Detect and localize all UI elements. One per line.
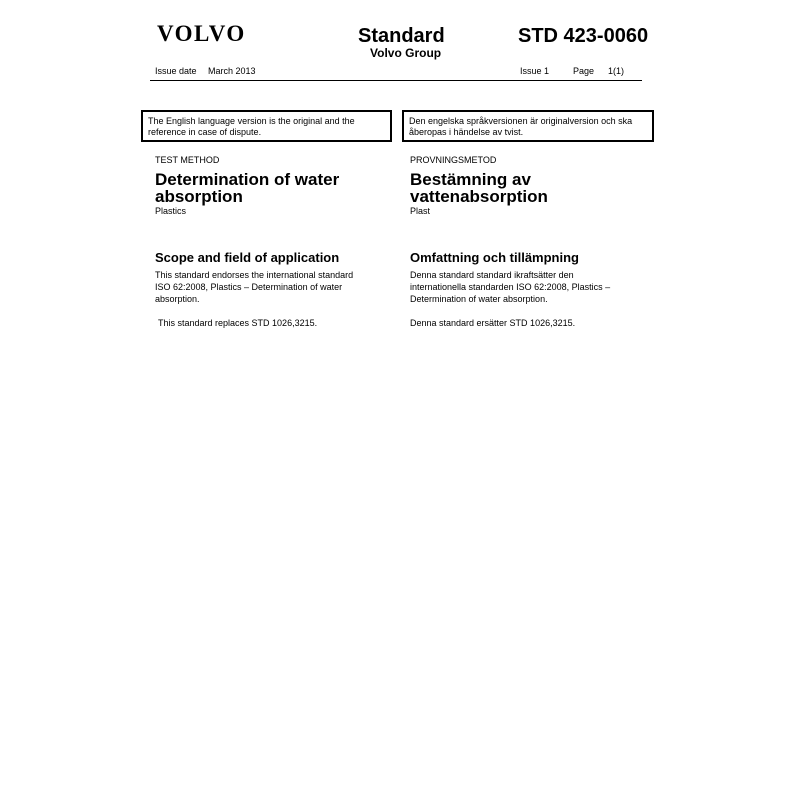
english-title-line2: absorption — [155, 187, 243, 206]
swedish-notice-box — [402, 110, 654, 142]
swedish-scope-line3: Determination of water absorption. — [410, 294, 548, 304]
issue-date-value: March 2013 — [208, 66, 256, 76]
swedish-title-line2: vattenabsorption — [410, 187, 548, 206]
issue-date-label: Issue date — [155, 66, 197, 76]
english-subtitle: Plastics — [155, 206, 187, 216]
swedish-notice-text: Den engelska språkversionen är originalversion och ska åberopas i händelse av tvist. — [409, 116, 633, 137]
swedish-scope-heading: Omfattning och tillämpning — [410, 250, 579, 265]
header-divider — [150, 80, 642, 81]
organization-name: Volvo Group — [370, 46, 442, 60]
english-replaces-text: This standard replaces STD 1026,3215. — [158, 318, 318, 328]
page-number: 1(1) — [608, 66, 625, 76]
swedish-category: PROVNINGSMETOD — [410, 155, 497, 165]
english-title-line1: Determination of water — [155, 170, 340, 189]
english-scope-line2: ISO 62:2008, Plastics – Determination of water — [155, 282, 343, 292]
volvo-logo: VOLVO — [157, 21, 246, 46]
document-type-title: Standard — [358, 25, 445, 47]
document-number: STD 423-0060 — [518, 25, 649, 47]
english-notice-box — [141, 110, 392, 142]
english-scope-line1: This standard endorses the international standard — [155, 270, 354, 280]
swedish-scope-line2: internationella standarden ISO 62:2008, Plastics – — [410, 282, 611, 292]
english-notice-text: The English language version is the original and the reference in case of dispute. — [148, 116, 355, 137]
english-scope-heading: Scope and field of application — [155, 250, 340, 265]
swedish-scope-line1: Denna standard standard ikraftsätter den — [410, 270, 574, 280]
page-label: Page — [573, 66, 595, 76]
english-category: TEST METHOD — [155, 155, 220, 165]
swedish-title-line1: Bestämning av — [410, 170, 531, 189]
english-scope-line3: absorption. — [155, 294, 200, 304]
issue-number: Issue 1 — [520, 66, 550, 76]
swedish-replaces-text: Denna standard ersätter STD 1026,3215. — [410, 318, 576, 328]
swedish-subtitle: Plast — [410, 206, 431, 216]
